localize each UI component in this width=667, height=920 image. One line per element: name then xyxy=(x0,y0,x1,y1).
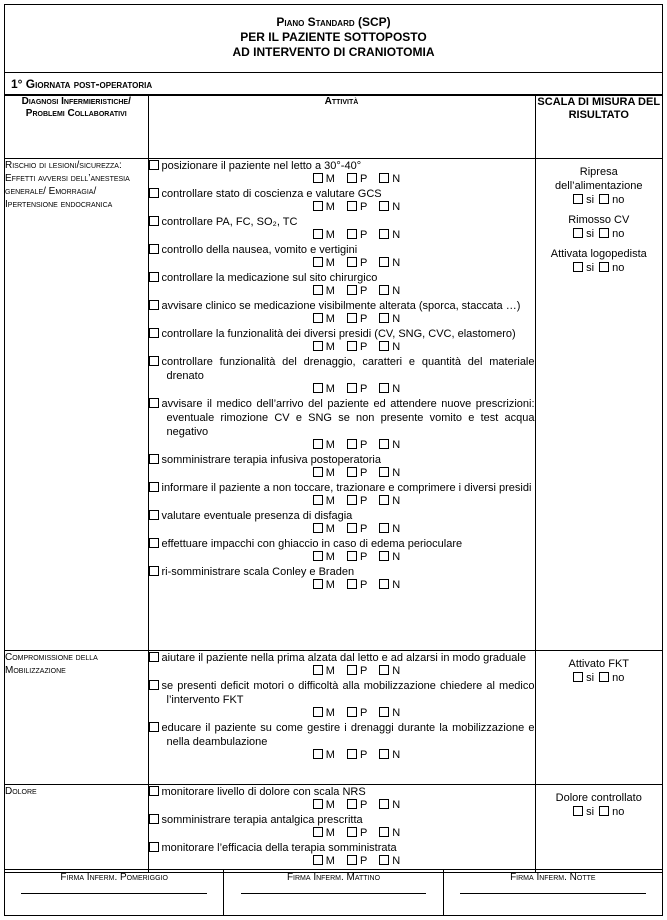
shift-label: N xyxy=(392,579,401,591)
shift-checkbox[interactable] xyxy=(313,579,323,589)
shift-checkbox[interactable] xyxy=(313,201,323,211)
result-no-checkbox[interactable] xyxy=(599,194,609,204)
activity-checkbox[interactable] xyxy=(149,814,159,824)
shift-checks xyxy=(149,707,535,720)
activity-label: controllare stato di coscienza e valutare GCS xyxy=(161,188,382,200)
shift-label: M xyxy=(325,665,335,677)
shift-checks xyxy=(149,201,535,214)
activity-label: controllare funzionalità del drenaggio, caratteri e quantità del materiale drenato xyxy=(161,356,535,382)
activity-label: monitorare livello di dolore con scala NRS xyxy=(161,786,366,798)
activity-item xyxy=(149,565,535,592)
shift-checks xyxy=(149,665,535,678)
result-label: Attivato FKT xyxy=(568,658,630,670)
result-no-checkbox[interactable] xyxy=(599,672,609,682)
activity-checkbox[interactable] xyxy=(149,160,159,170)
shift-label: M xyxy=(325,799,335,811)
shift-label: P xyxy=(359,749,368,761)
shift-label: N xyxy=(392,439,401,451)
shift-checkbox[interactable] xyxy=(379,285,389,295)
activity-item xyxy=(149,509,535,536)
activity-checkbox[interactable] xyxy=(149,786,159,796)
shift-checkbox[interactable] xyxy=(313,229,323,239)
shift-label: M xyxy=(325,285,335,297)
activity-item xyxy=(149,813,535,840)
shift-checkbox[interactable] xyxy=(379,201,389,211)
activity-label: effettuare impacchi con ghiaccio in caso di edema perioculare xyxy=(161,538,463,550)
shift-checkbox[interactable] xyxy=(313,467,323,477)
shift-label: M xyxy=(325,707,335,719)
shift-label: M xyxy=(325,257,335,269)
shift-checkbox[interactable] xyxy=(347,285,357,295)
shift-label: P xyxy=(359,665,368,677)
activity-item xyxy=(149,453,535,480)
result-no-label: no xyxy=(612,194,625,206)
shift-checks xyxy=(149,827,535,840)
activity-item xyxy=(149,355,535,396)
signature-label: Firma Inferm. Notte xyxy=(510,872,596,883)
activity-checkbox[interactable] xyxy=(149,328,159,338)
signature-line xyxy=(21,893,207,894)
shift-checkbox[interactable] xyxy=(347,799,357,809)
shift-label: M xyxy=(325,749,335,761)
result-si-label: si xyxy=(586,806,595,818)
shift-label: M xyxy=(325,579,335,591)
activity-item xyxy=(149,721,535,762)
activity-label: controllare la funzionalità dei diversi presidi (CV, SNG, CVC, elastomero) xyxy=(161,328,516,340)
shift-checks xyxy=(149,799,535,812)
activity-checkbox[interactable] xyxy=(149,244,159,254)
result-label: Ripresa dell’alimentazione xyxy=(555,166,643,192)
result-no-label: no xyxy=(612,228,625,240)
shift-label: P xyxy=(359,855,368,867)
shift-label: P xyxy=(359,579,368,591)
activity-checkbox[interactable] xyxy=(149,300,159,310)
shift-label: P xyxy=(359,439,368,451)
shift-checkbox[interactable] xyxy=(379,467,389,477)
shift-label: P xyxy=(359,523,368,535)
shift-checkbox[interactable] xyxy=(313,495,323,505)
shift-label: N xyxy=(392,285,401,297)
result-no-checkbox[interactable] xyxy=(599,228,609,238)
shift-checkbox[interactable] xyxy=(313,173,323,183)
shift-checkbox[interactable] xyxy=(347,229,357,239)
shift-label: N xyxy=(392,523,401,535)
shift-checkbox[interactable] xyxy=(379,551,389,561)
activity-item xyxy=(149,679,535,720)
header-activities: Attività xyxy=(148,96,535,159)
shift-checkbox[interactable] xyxy=(313,383,323,393)
signature-line xyxy=(241,893,427,894)
result-item xyxy=(536,213,663,241)
result-options xyxy=(536,805,663,819)
result-si-label: si xyxy=(586,672,595,684)
shift-label: M xyxy=(325,467,335,479)
activities-cell xyxy=(148,651,535,785)
activity-item xyxy=(149,159,535,186)
shift-label: P xyxy=(359,173,368,185)
shift-label: M xyxy=(325,855,335,867)
result-cell xyxy=(535,159,662,651)
shift-checkbox[interactable] xyxy=(347,173,357,183)
shift-label: N xyxy=(392,665,401,677)
shift-label: P xyxy=(359,257,368,269)
shift-label: P xyxy=(359,341,368,353)
title-line-1: Piano Standard (SCP) xyxy=(276,15,391,29)
shift-checkbox[interactable] xyxy=(347,439,357,449)
activity-item xyxy=(149,271,535,298)
shift-label: N xyxy=(392,229,401,241)
shift-checkbox[interactable] xyxy=(347,341,357,351)
shift-checkbox[interactable] xyxy=(379,383,389,393)
activity-label: controllare la medicazione sul sito chirurgico xyxy=(161,272,378,284)
activity-item xyxy=(149,785,535,812)
activity-checkbox[interactable] xyxy=(149,188,159,198)
result-item xyxy=(536,791,663,819)
result-cell xyxy=(535,651,662,785)
care-plan-table xyxy=(5,95,662,873)
shift-checkbox[interactable] xyxy=(379,855,389,865)
activity-item xyxy=(149,327,535,354)
diagnosis-cell: Rischio di lesioni/sicurezza: Effetti avversi dell’anestesia generale/ Emorragia/ Ipertensione endocranica xyxy=(5,159,148,651)
shift-checkbox[interactable] xyxy=(347,749,357,759)
shift-label: N xyxy=(392,173,401,185)
result-si-label: si xyxy=(586,228,595,240)
signature-morning[interactable] xyxy=(224,870,443,915)
shift-checkbox[interactable] xyxy=(313,855,323,865)
shift-checkbox[interactable] xyxy=(347,707,357,717)
activity-label: valutare eventuale presenza di disfagia xyxy=(161,510,353,522)
shift-label: M xyxy=(325,229,335,241)
result-no-checkbox[interactable] xyxy=(599,262,609,272)
shift-label: N xyxy=(392,201,401,213)
shift-checks xyxy=(149,313,535,326)
shift-checkbox[interactable] xyxy=(379,799,389,809)
activity-checkbox[interactable] xyxy=(149,538,159,548)
result-si-label: si xyxy=(586,262,595,274)
shift-label: M xyxy=(325,523,335,535)
activity-label: controllare PA, FC, SO₂, TC xyxy=(161,216,298,228)
shift-checkbox[interactable] xyxy=(379,523,389,533)
activity-label: informare il paziente a non toccare, trazionare e comprimere i diversi presidi xyxy=(161,482,532,494)
result-item xyxy=(536,247,663,275)
shift-label: P xyxy=(359,467,368,479)
shift-label: M xyxy=(325,495,335,507)
result-options xyxy=(536,261,663,275)
result-no-checkbox[interactable] xyxy=(599,806,609,816)
shift-checkbox[interactable] xyxy=(379,439,389,449)
result-label: Attivata logopedista xyxy=(550,248,647,260)
shift-checkbox[interactable] xyxy=(347,313,357,323)
shift-checkbox[interactable] xyxy=(313,523,323,533)
shift-checks xyxy=(149,173,535,186)
result-no-label: no xyxy=(612,262,625,274)
result-options xyxy=(536,193,663,207)
activity-checkbox[interactable] xyxy=(149,680,159,690)
activity-label: monitorare l’efficacia della terapia somministrata xyxy=(161,842,397,854)
activity-checkbox[interactable] xyxy=(149,652,159,662)
shift-label: P xyxy=(359,313,368,325)
shift-checks xyxy=(149,551,535,564)
activity-label: somministrare terapia infusiva postoperatoria xyxy=(161,454,381,466)
activities-cell xyxy=(148,159,535,651)
shift-label: P xyxy=(359,551,368,563)
shift-checkbox[interactable] xyxy=(347,467,357,477)
signature-footer xyxy=(5,869,662,915)
result-si-checkbox[interactable] xyxy=(573,262,583,272)
shift-checkbox[interactable] xyxy=(379,707,389,717)
section-row xyxy=(5,651,662,785)
shift-checkbox[interactable] xyxy=(313,827,323,837)
result-si-checkbox[interactable] xyxy=(573,194,583,204)
activity-checkbox[interactable] xyxy=(149,454,159,464)
activity-checkbox[interactable] xyxy=(149,842,159,852)
shift-checkbox[interactable] xyxy=(313,707,323,717)
shift-checkbox[interactable] xyxy=(313,439,323,449)
shift-checkbox[interactable] xyxy=(379,173,389,183)
shift-checkbox[interactable] xyxy=(347,495,357,505)
shift-checkbox[interactable] xyxy=(313,313,323,323)
activity-label: se presenti deficit motori o difficoltà alla mobilizzazione chiedere al medico l’intervento FKT xyxy=(161,680,535,706)
result-options xyxy=(536,671,663,685)
shift-checkbox[interactable] xyxy=(313,799,323,809)
shift-checkbox[interactable] xyxy=(313,257,323,267)
activities-cell xyxy=(148,785,535,873)
activity-label: posizionare il paziente nel letto a 30°-40° xyxy=(161,160,362,172)
shift-checkbox[interactable] xyxy=(313,749,323,759)
activity-label: avvisare il medico dell’arrivo del paziente ed attendere nuove prescrizioni: eventuale rimozione CV e SNG se non presente vomito e test acqua negativo xyxy=(161,398,535,438)
shift-label: M xyxy=(325,551,335,563)
result-si-label: si xyxy=(586,194,595,206)
activity-item xyxy=(149,537,535,564)
activity-label: avvisare clinico se medicazione visibilmente alterata (sporca, staccata …) xyxy=(161,300,521,312)
activity-item xyxy=(149,651,535,678)
shift-checkbox[interactable] xyxy=(379,827,389,837)
result-item xyxy=(536,165,663,207)
signature-night[interactable] xyxy=(444,870,662,915)
shift-checks xyxy=(149,341,535,354)
diagnosis-cell: Dolore xyxy=(5,785,148,873)
shift-checks xyxy=(149,285,535,298)
shift-label: N xyxy=(392,827,401,839)
title-line-2: PER IL PAZIENTE SOTTOPOSTO xyxy=(240,30,427,44)
shift-checks xyxy=(149,523,535,536)
shift-checkbox[interactable] xyxy=(347,855,357,865)
care-plan-sheet xyxy=(4,4,663,916)
shift-checkbox[interactable] xyxy=(379,579,389,589)
shift-checks xyxy=(149,855,535,868)
shift-label: P xyxy=(359,229,368,241)
shift-checkbox[interactable] xyxy=(379,229,389,239)
activity-item xyxy=(149,299,535,326)
activity-checkbox[interactable] xyxy=(149,356,159,366)
shift-label: N xyxy=(392,855,401,867)
shift-checkbox[interactable] xyxy=(313,285,323,295)
document-title xyxy=(5,5,662,73)
shift-checkbox[interactable] xyxy=(347,383,357,393)
shift-checkbox[interactable] xyxy=(347,523,357,533)
shift-label: M xyxy=(325,173,335,185)
shift-label: P xyxy=(359,799,368,811)
shift-checkbox[interactable] xyxy=(313,551,323,561)
result-si-checkbox[interactable] xyxy=(573,806,583,816)
shift-label: N xyxy=(392,467,401,479)
shift-checkbox[interactable] xyxy=(379,665,389,675)
activity-label: aiutare il paziente nella prima alzata dal letto e ad alzarsi in modo graduale xyxy=(161,652,526,664)
shift-label: N xyxy=(392,551,401,563)
result-si-checkbox[interactable] xyxy=(573,672,583,682)
signature-label: Firma Inferm. Mattino xyxy=(286,872,381,883)
shift-checkbox[interactable] xyxy=(347,201,357,211)
shift-checks xyxy=(149,229,535,242)
day-heading: 1° Giornata post-operatoria xyxy=(5,73,662,95)
shift-checks xyxy=(149,383,535,396)
header-diagnosis: Diagnosi Infermieristiche/ Problemi Collaborativi xyxy=(5,96,148,159)
shift-checks xyxy=(149,439,535,452)
activity-item xyxy=(149,243,535,270)
shift-checkbox[interactable] xyxy=(347,579,357,589)
shift-label: N xyxy=(392,799,401,811)
shift-label: M xyxy=(325,827,335,839)
activity-checkbox[interactable] xyxy=(149,272,159,282)
result-no-label: no xyxy=(612,806,625,818)
activity-label: somministrare terapia antalgica prescritta xyxy=(161,814,363,826)
shift-checks xyxy=(149,257,535,270)
result-no-label: no xyxy=(612,672,625,684)
shift-label: N xyxy=(392,749,401,761)
shift-label: M xyxy=(325,341,335,353)
activity-checkbox[interactable] xyxy=(149,566,159,576)
shift-checkbox[interactable] xyxy=(379,341,389,351)
shift-label: P xyxy=(359,383,368,395)
signature-label: Firma Inferm. Pomeriggio xyxy=(60,872,168,883)
activity-checkbox[interactable] xyxy=(149,216,159,226)
shift-label: M xyxy=(325,201,335,213)
shift-checkbox[interactable] xyxy=(313,665,323,675)
activity-label: ri-somministrare scala Conley e Braden xyxy=(161,566,355,578)
activity-item xyxy=(149,841,535,868)
activity-checkbox[interactable] xyxy=(149,482,159,492)
shift-label: P xyxy=(359,495,368,507)
diagnosis-cell: Compromissione della Mobilizzazione xyxy=(5,651,148,785)
shift-label: N xyxy=(392,383,401,395)
activity-checkbox[interactable] xyxy=(149,510,159,520)
shift-label: N xyxy=(392,707,401,719)
shift-label: N xyxy=(392,257,401,269)
shift-label: M xyxy=(325,313,335,325)
shift-label: N xyxy=(392,495,401,507)
shift-checkbox[interactable] xyxy=(379,495,389,505)
activity-item xyxy=(149,481,535,508)
result-cell xyxy=(535,785,662,873)
shift-checks xyxy=(149,579,535,592)
shift-checkbox[interactable] xyxy=(379,749,389,759)
result-item xyxy=(536,657,663,685)
activity-checkbox[interactable] xyxy=(149,722,159,732)
shift-label: P xyxy=(359,707,368,719)
shift-checkbox[interactable] xyxy=(379,313,389,323)
shift-checkbox[interactable] xyxy=(347,257,357,267)
shift-label: P xyxy=(359,827,368,839)
signature-afternoon[interactable] xyxy=(5,870,224,915)
activity-label: controllo della nausea, vomito e vertigini xyxy=(161,244,358,256)
shift-checkbox[interactable] xyxy=(347,827,357,837)
shift-label: N xyxy=(392,341,401,353)
shift-checkbox[interactable] xyxy=(347,665,357,675)
shift-label: P xyxy=(359,285,368,297)
section-row xyxy=(5,159,662,651)
header-result-scale: SCALA DI MISURA DEL RISULTATO xyxy=(535,96,662,159)
result-label: Dolore controllato xyxy=(555,792,642,804)
result-options xyxy=(536,227,663,241)
activity-label: educare il paziente su come gestire i drenaggi durante la mobilizzazione e nella deambulazione xyxy=(161,722,535,748)
activity-checkbox[interactable] xyxy=(149,398,159,408)
signature-line xyxy=(460,893,646,894)
shift-checks xyxy=(149,749,535,762)
activity-item xyxy=(149,187,535,214)
shift-label: N xyxy=(392,313,401,325)
shift-checkbox[interactable] xyxy=(313,341,323,351)
shift-checks xyxy=(149,495,535,508)
shift-checks xyxy=(149,467,535,480)
activity-item xyxy=(149,215,535,242)
section-row xyxy=(5,785,662,873)
activity-item xyxy=(149,397,535,452)
shift-checkbox[interactable] xyxy=(347,551,357,561)
title-line-3: AD INTERVENTO DI CRANIOTOMIA xyxy=(232,45,435,59)
shift-label: P xyxy=(359,201,368,213)
shift-label: M xyxy=(325,439,335,451)
result-label: Rimosso CV xyxy=(568,214,630,226)
result-si-checkbox[interactable] xyxy=(573,228,583,238)
shift-label: M xyxy=(325,383,335,395)
shift-checkbox[interactable] xyxy=(379,257,389,267)
